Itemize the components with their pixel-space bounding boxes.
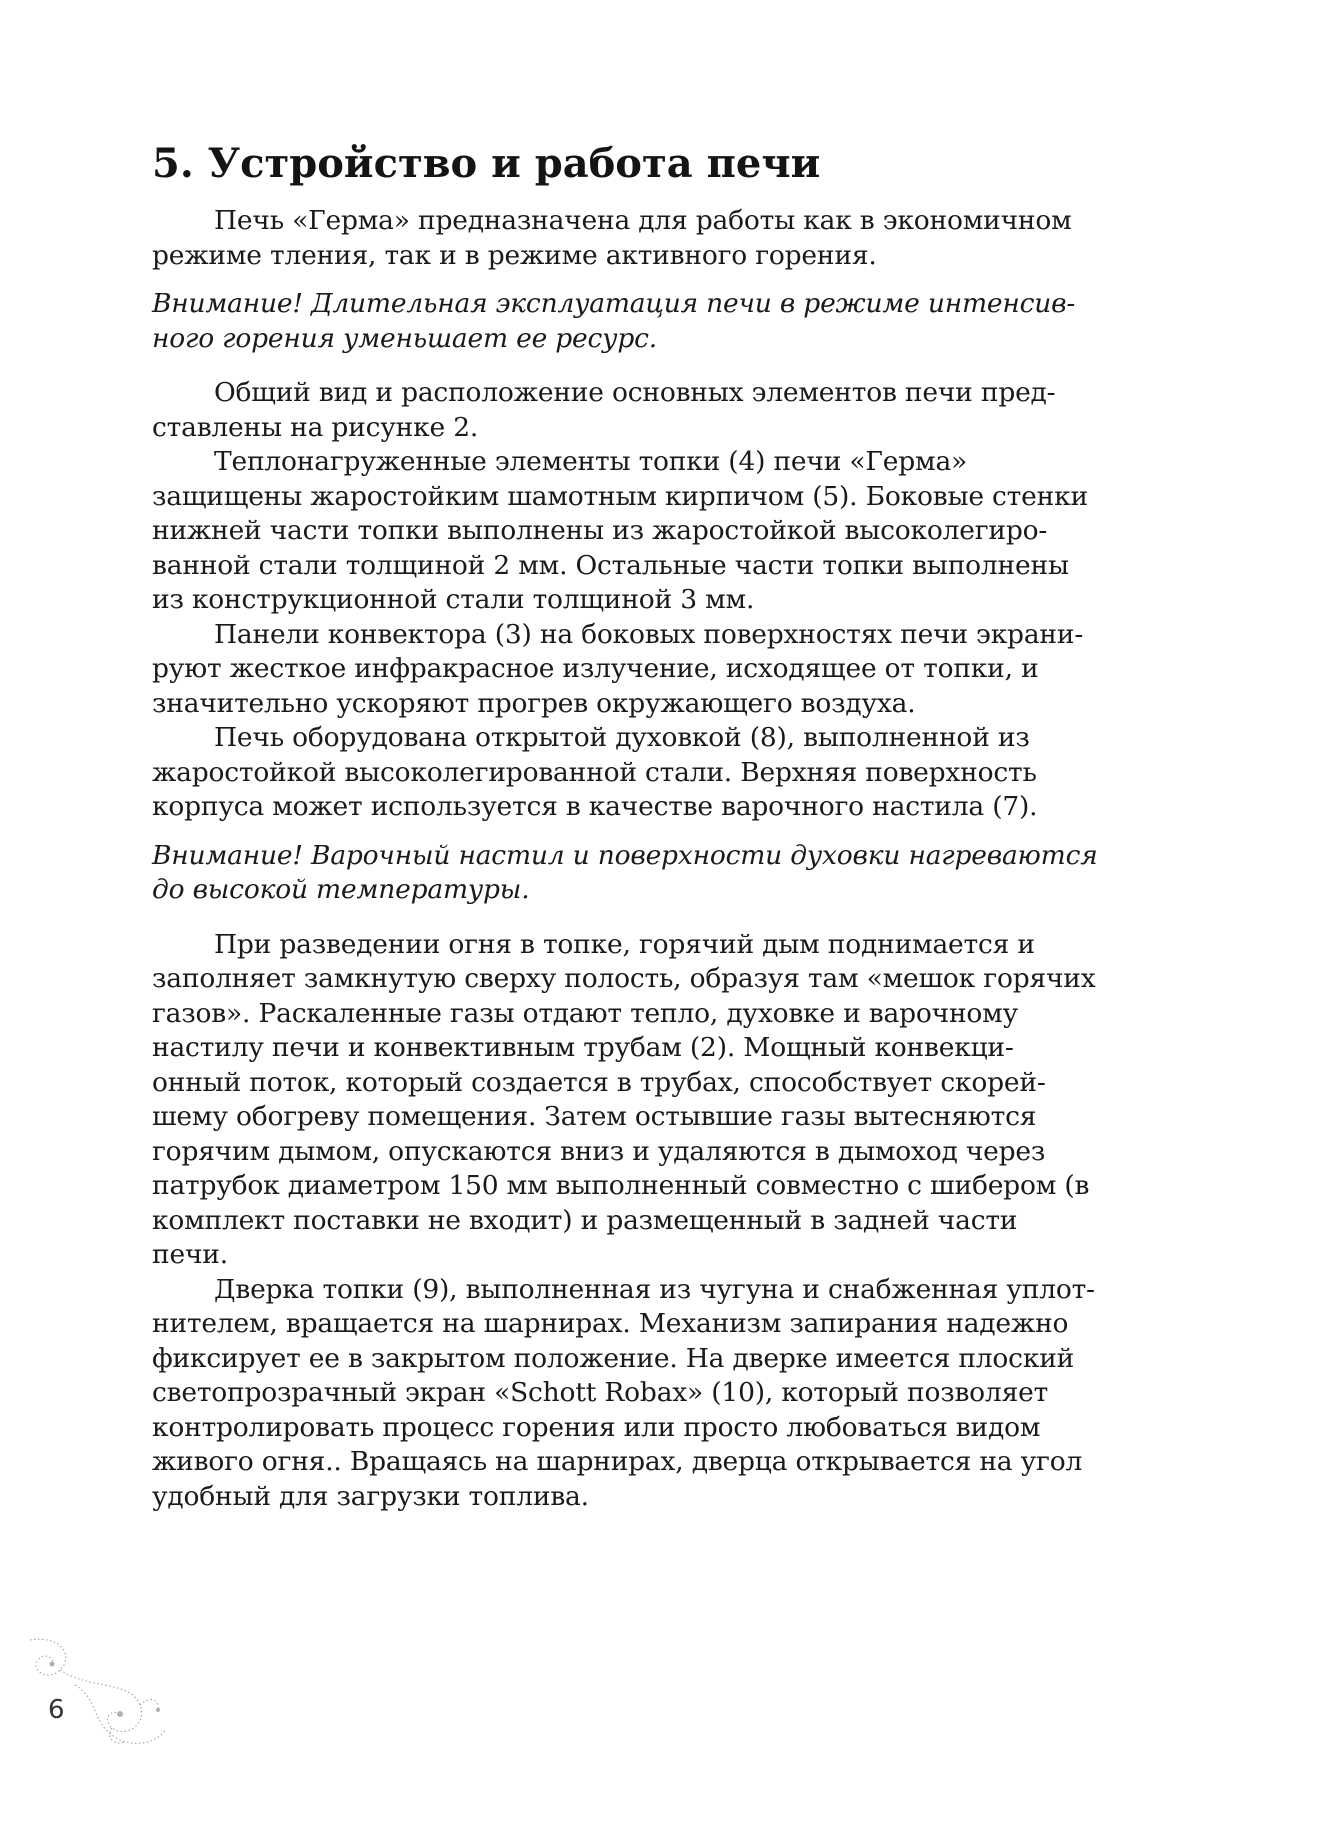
text-line: Дверка топки (9), выполненная из чугуна и снабженная уплот-: [214, 1273, 1095, 1305]
text-line: заполняет замкнутую сверху полость, образуя там «мешок горячих: [152, 963, 1096, 994]
text-line: Теплонагруженные элементы топки (4) печи «Герма»: [214, 446, 968, 477]
paragraph: [152, 721, 1192, 825]
text-line: удобный для загрузки топлива.: [152, 1480, 589, 1512]
paragraph: [152, 376, 1192, 445]
text-line: Общий вид и расположение основных элементов печи пред-: [214, 377, 1056, 408]
page-content: [152, 140, 1192, 1514]
text-line: Печь оборудована открытой духовкой (8), выполненной из: [214, 722, 1030, 753]
swirl-ornament-icon: [20, 1630, 170, 1750]
warning-note: [152, 839, 1192, 908]
text-line: фиксирует ее в закрытом положение. На дверке имеется плоский: [152, 1342, 1075, 1374]
text-line: комплект поставки не входит) и размещенный в задней части: [152, 1204, 1018, 1236]
paragraph: [152, 1273, 1192, 1515]
text-line: режиме тления, так и в режиме активного горения.: [152, 239, 877, 271]
text-line: ставлены на рисунке 2.: [152, 411, 479, 443]
text-line: При разведении огня в топке, горячий дым поднимается и: [214, 928, 1035, 960]
text-line: руют жесткое инфракрасное излучение, исходящее от топки, и: [152, 653, 1039, 684]
section-heading: 5. Устройство и работа печи: [152, 140, 821, 187]
text-line: ванной стали толщиной 2 мм. Остальные части топки выполнены: [152, 549, 1069, 581]
text-line: горячим дымом, опускаются вниз и удаляются в дымоход через: [152, 1135, 1046, 1167]
text-line: газов». Раскаленные газы отдают тепло, духовке и варочному: [152, 997, 1018, 1029]
paragraph: [152, 204, 1192, 273]
text-line: защищены жаростойким шамотным кирпичом (5). Боковые стенки: [152, 480, 1088, 512]
body-text: [152, 204, 1192, 1514]
paragraph: [152, 928, 1192, 1273]
paragraph: [152, 618, 1192, 722]
text-line: живого огня.. Вращаясь на шарнирах, дверца открывается на угол: [152, 1446, 1083, 1477]
text-line: шему обогреву помещения. Затем остывшие газы вытесняются: [152, 1101, 1037, 1132]
text-line: значительно ускоряют прогрев окружающего воздуха.: [152, 687, 916, 719]
warning-note: [152, 287, 1192, 356]
page-number: 6: [48, 1695, 65, 1725]
text-line: контролировать процесс горения или просто любоваться видом: [152, 1411, 1041, 1443]
text-line: Панели конвектора (3) на боковых поверхностях печи экрани-: [214, 618, 1084, 650]
text-line: ного горения уменьшает ее ресурс.: [152, 322, 657, 354]
text-line: жаростойкой высоколегированной стали. Верхняя поверхность: [152, 756, 1037, 788]
text-line: нижней части топки выполнены из жаростойкой высоколегиро-: [152, 515, 1048, 546]
text-line: настилу печи и конвективным трубам (2). Мощный конвекци-: [152, 1032, 1014, 1063]
text-line: печи.: [152, 1239, 228, 1270]
text-line: Внимание! Варочный настил и поверхности духовки нагреваются: [152, 839, 1098, 871]
text-line: светопрозрачный экран «Schott Robax» (10), который позволяет: [152, 1377, 1049, 1408]
text-line: корпуса может используется в качестве варочного настила (7).: [152, 791, 1038, 822]
text-line: Внимание! Длительная эксплуатация печи в режиме интенсив-: [152, 288, 1076, 319]
text-line: до высокой температуры.: [152, 874, 530, 905]
text-line: из конструкционной стали толщиной 3 мм.: [152, 584, 755, 615]
paragraph: [152, 445, 1192, 618]
text-line: онный поток, который создается в трубах, способствует скорей-: [152, 1066, 1046, 1098]
text-line: патрубок диаметром 150 мм выполненный совместно с шибером (в: [152, 1170, 1090, 1201]
text-line: нителем, вращается на шарнирах. Механизм запирания надежно: [152, 1308, 1069, 1339]
text-line: Печь «Герма» предназначена для работы как в экономичном: [214, 205, 1072, 236]
